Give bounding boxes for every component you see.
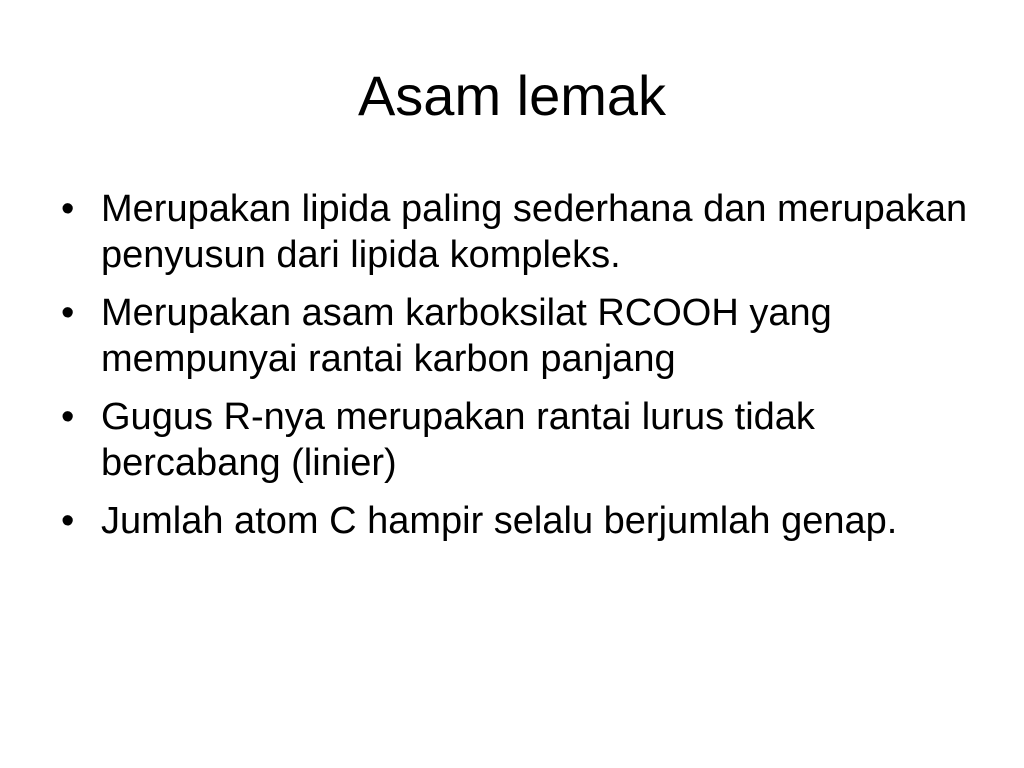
bullet-text: Gugus R-nya merupakan rantai lurus tidak bercabang (linier) — [101, 396, 815, 484]
bullet-item — [55, 498, 995, 544]
bullet-marker: • — [61, 396, 75, 438]
bullet-item — [55, 186, 995, 278]
bullet-marker: • — [61, 292, 75, 334]
bullet-marker: • — [61, 500, 75, 542]
bullet-item — [55, 290, 995, 382]
bullet-text: Merupakan lipida paling sederhana dan merupakan penyusun dari lipida kompleks. — [101, 188, 968, 276]
slide-title: Asam lemak — [357, 64, 667, 127]
bullet-item — [55, 394, 995, 486]
bullet-list — [55, 186, 995, 556]
bullet-text: Jumlah atom C hampir selalu berjumlah genap. — [101, 500, 898, 542]
bullet-text: Merupakan asam karboksilat RCOOH yang mempunyai rantai karbon panjang — [101, 292, 832, 380]
bullet-marker: • — [61, 188, 75, 230]
